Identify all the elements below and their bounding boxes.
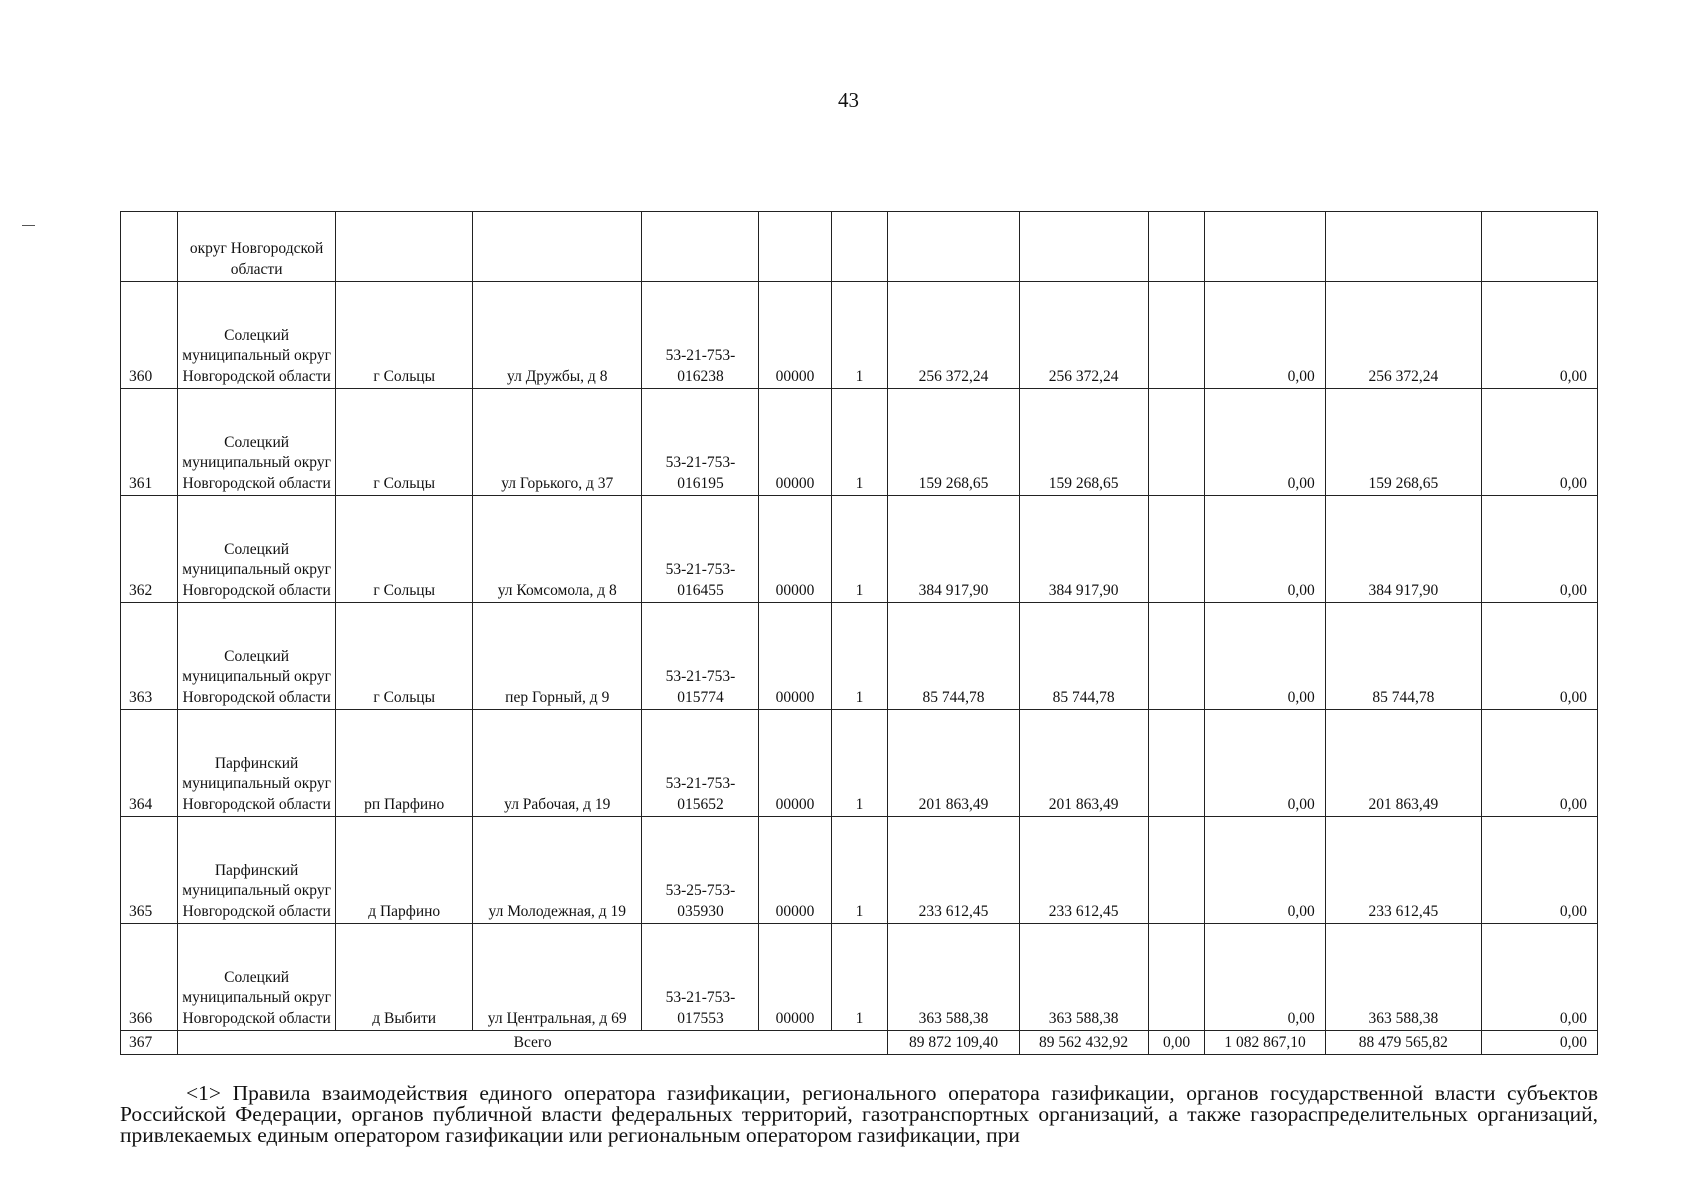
cell-settlement: г Сольцы bbox=[336, 496, 473, 603]
page-number: 43 bbox=[838, 88, 859, 112]
cell-settlement: г Сольцы bbox=[336, 282, 473, 389]
cell-v4: 0,00 bbox=[1205, 603, 1325, 710]
cell-v1: 256 372,24 bbox=[888, 282, 1019, 389]
cell-count: 1 bbox=[831, 817, 888, 924]
total-row bbox=[121, 1031, 1598, 1055]
cell-v2: 384 917,90 bbox=[1019, 496, 1148, 603]
cell-area: Солецкий муниципальный округ Новгородской области bbox=[177, 496, 336, 603]
cell-v6: 0,00 bbox=[1482, 710, 1598, 817]
cell-zeros: 00000 bbox=[759, 817, 831, 924]
cell-no bbox=[121, 212, 178, 282]
cell-area: Солецкий муниципальный округ Новгородской области bbox=[177, 924, 336, 1031]
cell-v3 bbox=[1148, 282, 1205, 389]
cell-address: ул Молодежная, д 19 bbox=[473, 817, 642, 924]
cell-v6: 0,00 bbox=[1482, 496, 1598, 603]
cell-no: 363 bbox=[121, 603, 178, 710]
footnote: <1> Правила взаимодействия единого оператора газификации, регионального оператора газификации, органов государственной власти субъектов Российской Федерации, органов публичной власти федеральных территорий, газотранспортных организаций, а также газораспределительных организаций, привлекаемых единым оператором газификации или региональным оператором газификации, при bbox=[120, 1081, 1598, 1147]
cell-v5: 384 917,90 bbox=[1325, 496, 1481, 603]
cell-v3 bbox=[1148, 603, 1205, 710]
table-row bbox=[121, 496, 1598, 603]
cell-v6: 0,00 bbox=[1482, 389, 1598, 496]
cell-count: 1 bbox=[831, 496, 888, 603]
cell-area: Парфинский муниципальный округ Новгородской области bbox=[177, 817, 336, 924]
cell-code: 53-25-753-035930 bbox=[642, 817, 759, 924]
cell-v2: 159 268,65 bbox=[1019, 389, 1148, 496]
total-v1: 89 872 109,40 bbox=[888, 1031, 1019, 1055]
total-v4: 1 082 867,10 bbox=[1205, 1031, 1325, 1055]
cell-count: 1 bbox=[831, 282, 888, 389]
cell-area: округ Новгородской области bbox=[177, 212, 336, 282]
table-row bbox=[121, 389, 1598, 496]
cell-no: 360 bbox=[121, 282, 178, 389]
cell-area: Солецкий муниципальный округ Новгородской области bbox=[177, 282, 336, 389]
cell-settlement: рп Парфино bbox=[336, 710, 473, 817]
cell-v5: 159 268,65 bbox=[1325, 389, 1481, 496]
cell-settlement: д Парфино bbox=[336, 817, 473, 924]
cell-v5 bbox=[1325, 212, 1481, 282]
total-v2: 89 562 432,92 bbox=[1019, 1031, 1148, 1055]
cell-count bbox=[831, 212, 888, 282]
cell-code: 53-21-753-016238 bbox=[642, 282, 759, 389]
cell-v5: 256 372,24 bbox=[1325, 282, 1481, 389]
cell-v6: 0,00 bbox=[1482, 282, 1598, 389]
cell-area: Парфинский муниципальный округ Новгородской области bbox=[177, 710, 336, 817]
cell-settlement: д Выбити bbox=[336, 924, 473, 1031]
cell-no: 367 bbox=[121, 1031, 178, 1055]
cell-v2 bbox=[1019, 212, 1148, 282]
cell-v2: 201 863,49 bbox=[1019, 710, 1148, 817]
cell-address: пер Горный, д 9 bbox=[473, 603, 642, 710]
cell-v4: 0,00 bbox=[1205, 496, 1325, 603]
table-row bbox=[121, 603, 1598, 710]
cell-code: 53-21-753-015652 bbox=[642, 710, 759, 817]
cell-area: Солецкий муниципальный округ Новгородской области bbox=[177, 389, 336, 496]
cell-v1 bbox=[888, 212, 1019, 282]
cell-v3 bbox=[1148, 924, 1205, 1031]
cell-address bbox=[473, 212, 642, 282]
cell-v6 bbox=[1482, 212, 1598, 282]
cell-settlement bbox=[336, 212, 473, 282]
cell-zeros: 00000 bbox=[759, 496, 831, 603]
cell-v4: 0,00 bbox=[1205, 710, 1325, 817]
cell-zeros: 00000 bbox=[759, 282, 831, 389]
cell-count: 1 bbox=[831, 389, 888, 496]
cell-address: ул Горького, д 37 bbox=[473, 389, 642, 496]
cell-v3 bbox=[1148, 212, 1205, 282]
cell-v2: 85 744,78 bbox=[1019, 603, 1148, 710]
continuation-row bbox=[121, 212, 1598, 282]
cell-count: 1 bbox=[831, 603, 888, 710]
cell-v6: 0,00 bbox=[1482, 924, 1598, 1031]
cell-zeros: 00000 bbox=[759, 710, 831, 817]
cell-code: 53-21-753-016455 bbox=[642, 496, 759, 603]
cell-v6: 0,00 bbox=[1482, 603, 1598, 710]
cell-settlement: г Сольцы bbox=[336, 389, 473, 496]
cell-v1: 233 612,45 bbox=[888, 817, 1019, 924]
cell-no: 366 bbox=[121, 924, 178, 1031]
cell-zeros: 00000 bbox=[759, 389, 831, 496]
cell-v1: 384 917,90 bbox=[888, 496, 1019, 603]
table-row bbox=[121, 282, 1598, 389]
table-row bbox=[121, 710, 1598, 817]
table-body bbox=[121, 212, 1598, 1055]
cell-v3 bbox=[1148, 710, 1205, 817]
cell-area: Солецкий муниципальный округ Новгородской области bbox=[177, 603, 336, 710]
table-row bbox=[121, 817, 1598, 924]
cell-address: ул Комсомола, д 8 bbox=[473, 496, 642, 603]
cell-v5: 85 744,78 bbox=[1325, 603, 1481, 710]
cell-zeros: 00000 bbox=[759, 603, 831, 710]
cell-no: 365 bbox=[121, 817, 178, 924]
cell-v1: 201 863,49 bbox=[888, 710, 1019, 817]
total-v3: 0,00 bbox=[1148, 1031, 1205, 1055]
cell-v2: 363 588,38 bbox=[1019, 924, 1148, 1031]
cell-count: 1 bbox=[831, 710, 888, 817]
cell-code: 53-21-753-017553 bbox=[642, 924, 759, 1031]
cell-address: ул Дружбы, д 8 bbox=[473, 282, 642, 389]
cell-v1: 159 268,65 bbox=[888, 389, 1019, 496]
cell-v3 bbox=[1148, 389, 1205, 496]
cell-v3 bbox=[1148, 496, 1205, 603]
cell-v4 bbox=[1205, 212, 1325, 282]
cell-v4: 0,00 bbox=[1205, 282, 1325, 389]
gasification-table bbox=[120, 211, 1598, 1055]
cell-v4: 0,00 bbox=[1205, 389, 1325, 496]
cell-count: 1 bbox=[831, 924, 888, 1031]
gasification-table-wrapper bbox=[120, 211, 1598, 1055]
cell-code bbox=[642, 212, 759, 282]
cell-v3 bbox=[1148, 817, 1205, 924]
cell-zeros bbox=[759, 212, 831, 282]
cell-v2: 256 372,24 bbox=[1019, 282, 1148, 389]
cell-v4: 0,00 bbox=[1205, 817, 1325, 924]
total-v5: 88 479 565,82 bbox=[1325, 1031, 1481, 1055]
cell-v5: 363 588,38 bbox=[1325, 924, 1481, 1031]
scan-edge-mark bbox=[22, 225, 35, 226]
total-label: Всего bbox=[177, 1031, 888, 1055]
cell-v1: 363 588,38 bbox=[888, 924, 1019, 1031]
cell-no: 362 bbox=[121, 496, 178, 603]
cell-no: 364 bbox=[121, 710, 178, 817]
cell-code: 53-21-753-015774 bbox=[642, 603, 759, 710]
cell-v5: 201 863,49 bbox=[1325, 710, 1481, 817]
cell-v1: 85 744,78 bbox=[888, 603, 1019, 710]
cell-settlement: г Сольцы bbox=[336, 603, 473, 710]
total-v6: 0,00 bbox=[1482, 1031, 1598, 1055]
cell-no: 361 bbox=[121, 389, 178, 496]
cell-v5: 233 612,45 bbox=[1325, 817, 1481, 924]
cell-address: ул Центральная, д 69 bbox=[473, 924, 642, 1031]
cell-code: 53-21-753-016195 bbox=[642, 389, 759, 496]
cell-zeros: 00000 bbox=[759, 924, 831, 1031]
table-row bbox=[121, 924, 1598, 1031]
cell-v4: 0,00 bbox=[1205, 924, 1325, 1031]
cell-v2: 233 612,45 bbox=[1019, 817, 1148, 924]
cell-address: ул Рабочая, д 19 bbox=[473, 710, 642, 817]
cell-v6: 0,00 bbox=[1482, 817, 1598, 924]
